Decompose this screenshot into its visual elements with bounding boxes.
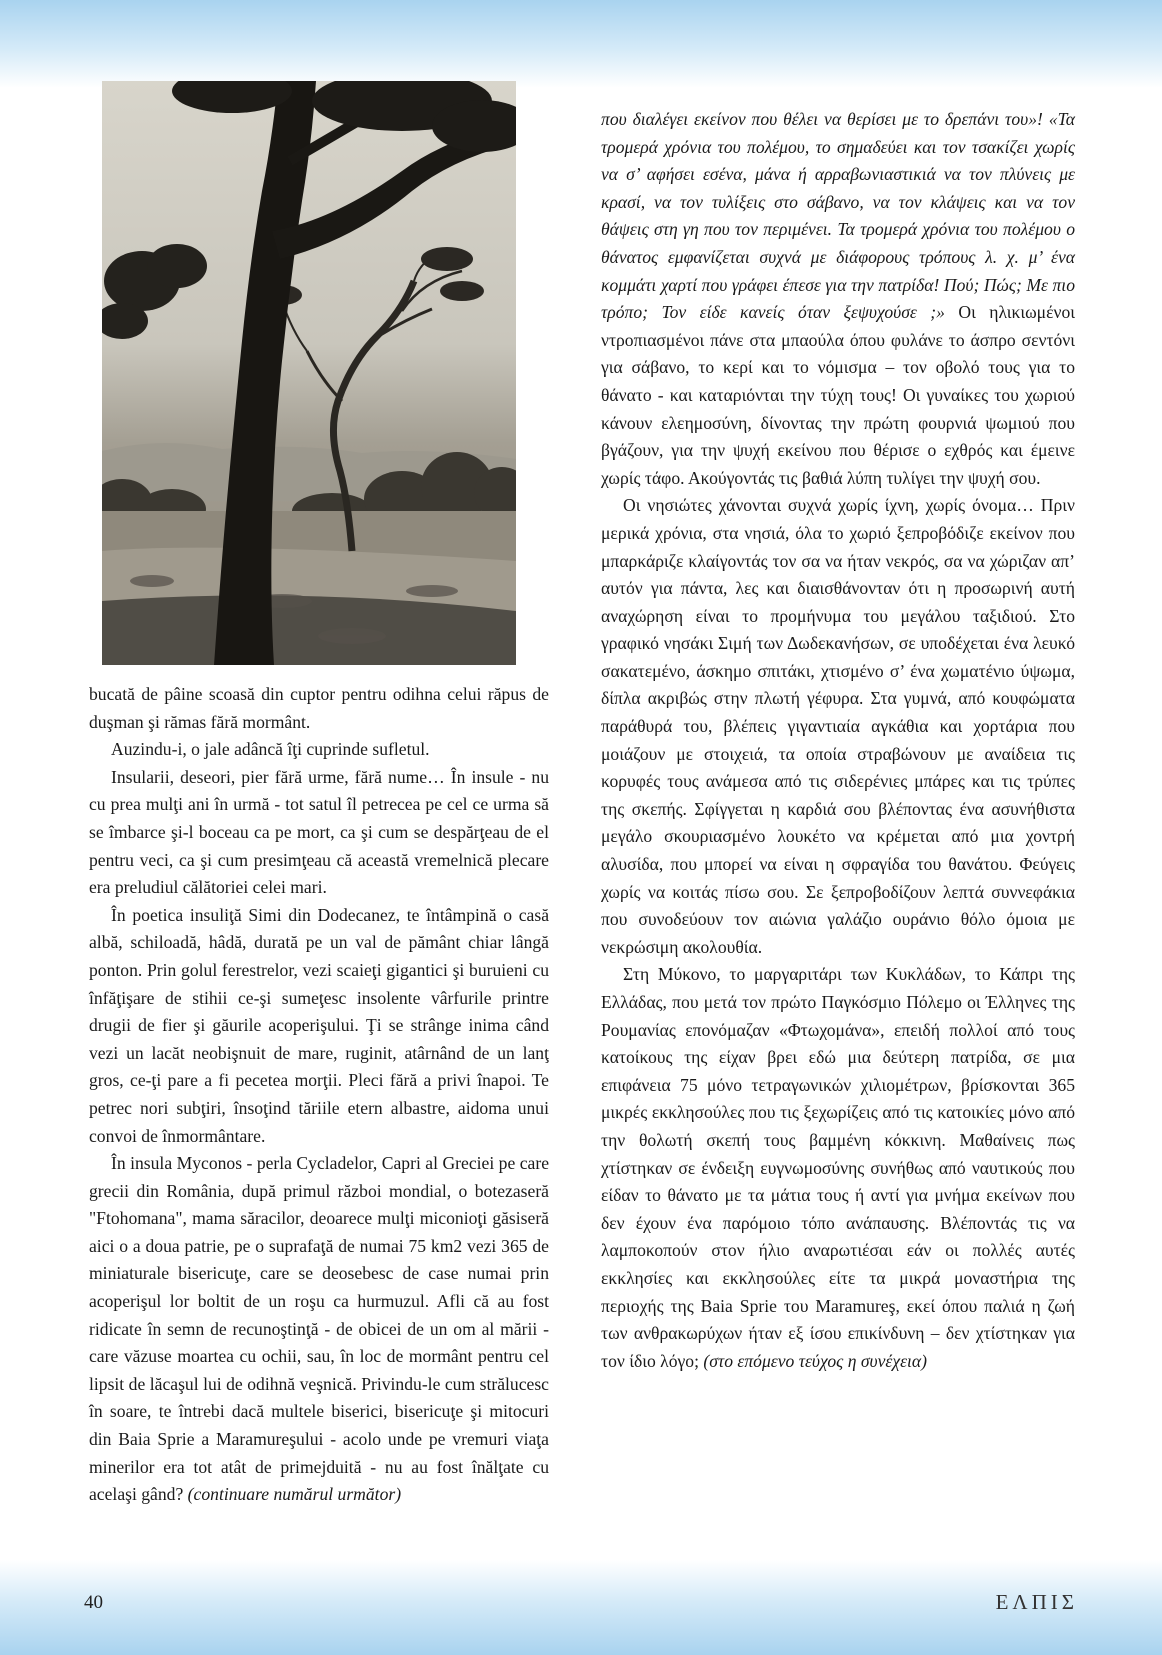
tree-photograph (102, 81, 516, 665)
romanian-paragraph-3: Insularii, deseori, pier fără urme, fără nume… În insule - nu cu prea mulţi ani în urmă - tot satul îl petrecea pe cel ce urma să se îmbarce şi-l boceau ca pe mort, ca şi cum se despărţeau de el pentru veci, ca şi cum presimţeau că această vremelnică plecare era preludiul călătoriei celei mari. (89, 766, 549, 898)
continuation-note-ro: (continuare numărul următor) (183, 1484, 402, 1505)
page-number: 40 (84, 1592, 103, 1613)
romanian-text-column (89, 681, 549, 1509)
greek-paragraph-2: Οι νησιώτες χάνονται συχνά χωρίς ίχνη, χωρίς όνομα… Πριν μερικά χρόνια, στα νησιά, όλα το χωριό ξεπροβόδιζε εκείνον που μπαρκάριζε κλαίγοντάς τον σα να ήταν νεκρός, σα να χώριζαν απ’ αυτόν για πάντα, λες και διαισθάνονταν ότι η προσωρινή αυτή αναχώρηση είναι το προμήνυμα του μεγάλου ταξιδιού. Στο γραφικό νησάκι Σιμή των Δωδεκανήσων, σε υποδέχεται ένα λευκό σακατεμένο, άσκημο σπιτάκι, χτισμένο σ’ ένα χωματένιο ύψωμα, δίπλα ακριβώς στην πλωτή γέφυρα. Στα γυμνά, από κουφώματα παράθυρά του, βλέπεις γιγαντιαία αγκάθια και χορτάρια που μοιάζουν με στοιχειά, τα οποία στραβώνουν με αναίδεια τις κορυφές τους ανάμεσα από τις σιδερένιες μπάρες και τις τρύπες της σκεπής. Σφίγγεται η καρδιά σου βλέποντας ένα ασυνήθιστα μεγάλο σκουριασμένο λουκέτο να κρέμεται από μια χοντρή αλυσίδα, που μπορεί να είναι η σφραγίδα του θανάτου. Φεύγεις χωρίς να κοιτάς πίσω σου. Σε ξεπροβοδίζουν λεπτά συννεφάκια που συνοδεύουν τον αιώνια γαλάζιο ουράνιο θόλο όμοια με νεκρώσιμη ακολουθία. (601, 495, 1075, 957)
romanian-paragraph-5-body: În insula Myconos - perla Cycladelor, Capri al Greciei pe care grecii din România, după primul război mondial, o botezaseră "Ftohomana", mama săracilor, deoarece mulţi miconioţi găsiseră aici o a doua patrie, pe o suprafaţă de numai 75 km2 vezi 365 de miniaturale bisericuţe, care se deosebesc de case numai prin acoperişul lor boltit de un roşu ca hurmuzul. Afli că au fost ridicate în semn de recunoştinţă - de obicei de un om al mării - care văzuse moartea cu ochii, sau, în loc de mormânt pentru cel lipsit de lăcaşul lui de odihnă veşnică. Privindu-le cum strălucesc în soare, te întrebi dacă multele biserici, bisericuţe şi mitocuri din Baia Sprie a Maramureşului - acolo unde pe vremuri viaţa minerilor era tot atât de primejduită - nu au fost înălţate cu acelaşi gând? (89, 1153, 549, 1505)
journal-name: ΕΛΠΙΣ (995, 1590, 1078, 1614)
photo-illustration (102, 81, 516, 665)
header-gradient-band (0, 0, 1162, 88)
continuation-note-gr: (στο επόμενο τεύχος η συνέχεια) (698, 1350, 927, 1371)
romanian-paragraph-1: bucată de pâine scoasă din cuptor pentru odihna celui răpus de duşman şi rămas fără mormânt. (89, 684, 549, 732)
romanian-paragraph-4: În poetica insuliţă Simi din Dodecanez, te întâmpină o casă albă, schiloadă, hâdă, durată pe un val de pământ chiar lângă ponton. Prin golul ferestrelor, vezi scaieţi gigantici şi buruieni cu înfăţişare de stihii ce-şi sumeţesc insolente vârfurile printre drugii de fier şi găurile acoperişului. Ţi se strânge inima când vezi un lacăt neobişnuit de mare, ruginit, atârnând de un lanţ gros, ce-ţi pare a fi pecetea morţii. Pleci fără a privi înapoi. Te petrec nori subţiri, însoţind tăriile etern albastre, aidoma unui convoi de înmormântare. (89, 904, 549, 1146)
greek-paragraph-1 (601, 106, 1075, 492)
greek-quote-italic: που διαλέγει εκείνον που θέλει να θερίσει με το δρεπάνι του»! «Τα τρομερά χρόνια του πολέμου, το σημαδεύει και τον τσακίζει χωρίς να σ’ αφήσει εσένα, μάνα ή αρραβωνιαστικιά να τον πλύνεις με κρασί, να τον τυλίξεις στο σάβανο, να τον κλάψεις και να τον θάψεις στη γη που τον περιμένει. Τα τρομερά χρόνια του πολέμου ο θάνατος εμφανίζεται συχνά με διάφορους τρόπους λ. χ. μ’ ένα κομμάτι χαρτί που γράφει έπεσε για την πατρίδα! Πού; Πώς; Με πιο τρόπο; Τον είδε κανείς όταν ξεψυχούσε ;» (601, 109, 1075, 323)
greek-text-column (601, 106, 1075, 1375)
romanian-paragraph-5 (89, 1150, 549, 1509)
greek-paragraph-1-tail: Οι ηλικιωμένοι ντροπιασμένοι πάνε στα μπαούλα όπου φυλάνε το άσπρο σεντόνι για σάβανο, το κερί και το νόμισμα – τον οβολό τους για το θάνατο - και καταριόνται την τύχη τους! Οι γυναίκες του χωριού κάνουν ελεημοσύνη, δίνοντας την πρώτη φουρνιά ψωμιού που βγάζουν, για την ψυχή εκείνου που θέρισε ο εχθρός και έμεινε χωρίς τάφο. Ακούγοντάς τις βαθιά λύπη τυλίγει την ψυχή σου. (601, 302, 1075, 488)
greek-paragraph-3 (601, 961, 1075, 1375)
romanian-paragraph-2: Auzindu-i, o jale adâncă îţi cuprinde sufletul. (111, 739, 430, 760)
greek-paragraph-3-body: Στη Μύκονο, το μαργαριτάρι των Κυκλάδων, το Κάπρι της Ελλάδας, που μετά τον πρώτο Παγκόσμιο Πόλεμο οι Έλληνες της Ρουμανίας επονόμαζαν «Φτωχομάνα», επειδή πολλοί από τους κατοίκους της είχαν βρει εδώ μια δεύτερη πατρίδα, σε μια επιφάνεια 75 μόνο τετραγωνικών χιλιομέτρων, βρίσκονται 365 μικρές εκκλησούλες που τις ξεχωρίζεις από τις κατοικίες μόνο από την θολωτή σκεπή τους βαμμένη κόκκινη. Μαθαίνεις πως χτίστηκαν σε ένδειξη ευγνωμοσύνης συνήθως από ναυτικούς που είδαν το θάνατο με τα μάτια τους ή αντί για μνήμα εκείνων που δεν έχουν ένα παρόμοιο τόπο ανάπαυσης. Βλέποντάς τις να λαμποκοπούν στον ήλιο αναρωτιέσαι εάν οι πολλές αυτές εκκλησίες και εκκλησούλες είτε τα μικρά μοναστήρια της περιοχής της Baia Sprie του Maramureş, εκεί όπου παλιά η ζωή των ανθρακωρύχων ήταν εξ ίσου επικίνδυνη – δεν χτίστηκαν για τον ίδιο λόγο; (601, 964, 1075, 1371)
footer-gradient-band (0, 1560, 1162, 1655)
